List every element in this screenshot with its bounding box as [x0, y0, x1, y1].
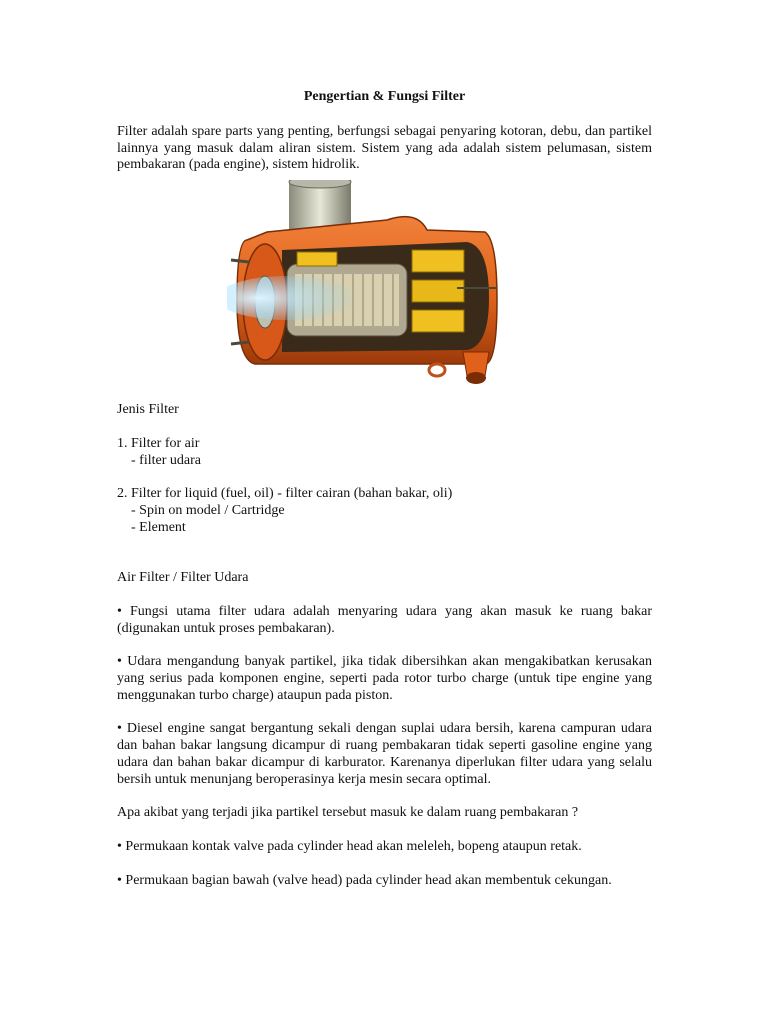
document-content [117, 89, 652, 889]
bullet-paragraph-5: • Permukaan bagian bawah (valve head) pada cylinder head akan membentuk cekungan. [117, 872, 612, 888]
air-filter-cutaway-illustration [227, 180, 537, 388]
jenis-filter-heading: Jenis Filter [117, 402, 179, 418]
bullet-paragraph-3: • Diesel engine sangat bergantung sekali dengan suplai udara bersih, karena campuran udara dan bahan bakar langsung dicampur di ruang pembakaran tidak seperti gasoline engine yang udara dan bahan bakar dicampur di karburator. Karenanya diperlukan filter udara yang selalu bersih untuk menunjang beroperasinya kerja mesin secara optimal. [117, 721, 652, 787]
list-item-2-sub-1: - Spin on model / Cartridge [131, 502, 285, 518]
intro-paragraph: Filter adalah spare parts yang penting, berfungsi sebagai penyaring kotoran, debu, dan partikel lainnya yang masuk dalam aliran sistem. Sistem yang ada adalah sistem pelumasan, sistem pembakaran (pada engine), sistem hidrolik. [117, 123, 652, 173]
list-item-2-sub-2: - Element [131, 519, 186, 535]
air-filter-heading: Air Filter / Filter Udara [117, 570, 249, 586]
list-item-1: 1. Filter for air [117, 435, 200, 451]
list-item-2: 2. Filter for liquid (fuel, oil) - filter cairan (bahan bakar, oli) [117, 486, 453, 502]
bullet-paragraph-2: • Udara mengandung banyak partikel, jika tidak dibersihkan akan mengakibatkan kerusakan yang serius pada komponen engine, seperti pada rotor turbo charge (untuk tipe engine yang menggunakan turbo charge) ataupun pada piston. [117, 654, 652, 703]
list-item-1-sub-1: - filter udara [131, 452, 201, 468]
bullet-paragraph-1: • Fungsi utama filter udara adalah menyaring udara yang akan masuk ke ruang bakar (digunakan untuk proses pembakaran). [117, 603, 652, 636]
air-filter-figure [117, 180, 652, 388]
bullet-paragraph-4: • Permukaan kontak valve pada cylinder head akan meleleh, bopeng ataupun retak. [117, 838, 582, 854]
document-title: Pengertian & Fungsi Filter [303, 89, 466, 104]
question-paragraph: Apa akibat yang terjadi jika partikel tersebut masuk ke dalam ruang pembakaran ? [117, 805, 579, 821]
